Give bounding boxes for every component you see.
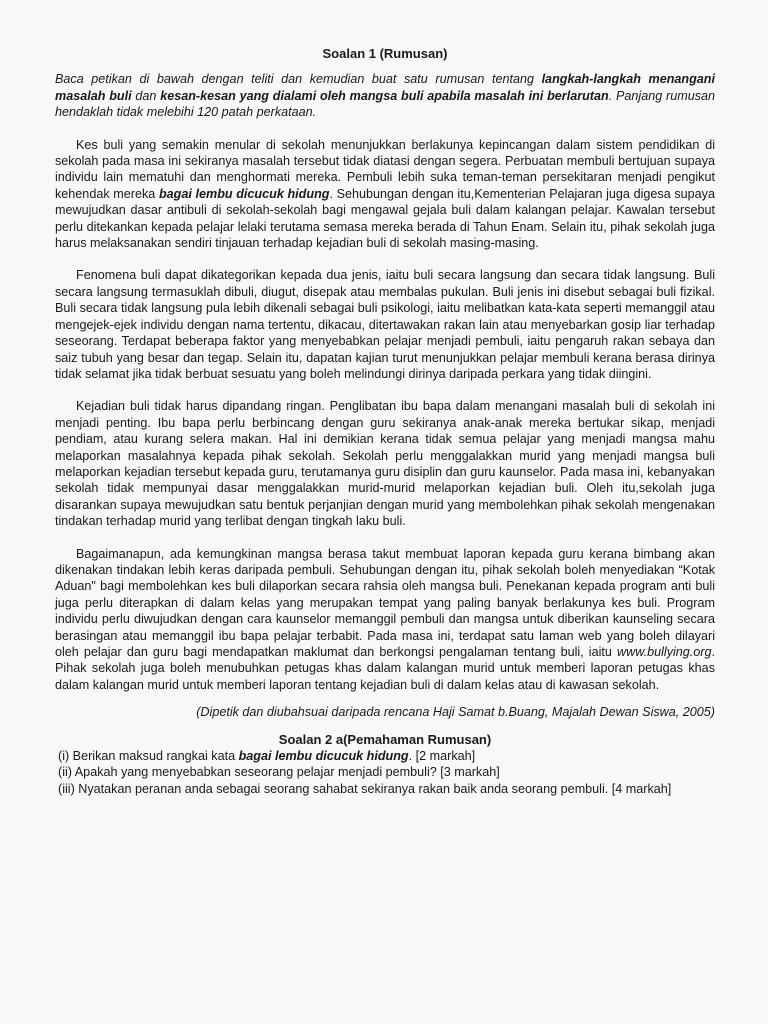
question-3: (iii) Nyatakan peranan anda sebagai seorang sahabat sekiranya rakan baik anda seorang pembuli. [4 markah] <box>58 781 672 796</box>
website-url: www.bullying.org <box>617 645 712 659</box>
paragraph-text: Kes buli yang semakin menular di sekolah menunjukkan berlakunya kepincangan dalam sistem pendidikan di sekolah pada masa ini sekiranya masalah tersebut tidak diatasi dengan segera. Perbuatan membuli bertujuan supaya individu lain mematuhi dan menghormati mereka. Pembuli lebih suka teman-teman persekitaran menjadi pengikut kehendak mereka <box>55 137 715 201</box>
instruction-text: dan <box>131 88 161 103</box>
question-text: (i) Berikan maksud rangkai kata <box>58 749 239 764</box>
instruction-text: Baca petikan di bawah dengan teliti dan kemudian buat satu rumusan tentang <box>55 72 542 87</box>
paragraph-1 <box>55 137 715 252</box>
paragraph-2: Fenomena buli dapat dikategorikan kepada dua jenis, iaitu buli secara langsung dan secara tidak langsung. Buli secara langsung termasuklah dibuli, diugut, disepak atau membalas pukulan. Buli jenis ini disebut sebagai buli fizikal. Buli secara tidak langsung pula lebih dikenali sebagai buli psikologi, iaitu melibatkan kata-kata seperti memanggil atau mengejek-ejek individu dengan nama tertentu, dikacau, ditertawakan rakan lain atau menyebarkan gosip liar terhadap seseorang. Terdapat beberapa faktor yang menyebabkan pelajar menjadi pembuli, iaitu pengaruh rakan sebaya dan saiz tubuh yang besar dan tegap. Selain itu, dapatan kajian turut menunjukkan pelajar membuli kerana berasa dirinya tidak selamat jika tidak berbuat sesuatu yang boleh melindungi dirinya daripada perkara yang tidak diingini. <box>55 268 715 381</box>
section-title-1: Soalan 1 (Rumusan) <box>322 46 448 61</box>
paragraph-text: . Sehubungan dengan itu,Kementerian Pelajaran juga digesa supaya mewujudkan dasar antibuli di sekolah-sekolah bagi mengawal gejala buli dalam kalangan pelajar. Kawalan tersebut perlu ditekankan kepada pelajar lelaki terutama semasa mereka berada di Tahun Enam. Selain itu, pihak sekolah juga harus melaksanakan sendiri tinjauan terhadap kejadian buli di sekolah masing-masing. <box>55 186 715 251</box>
source-citation: (Dipetik dan diubahsuai daripada rencana Haji Samat b.Buang, Majalah Dewan Siswa, 2005) <box>196 705 715 720</box>
question-2: (ii) Apakah yang menyebabkan seseorang pelajar menjadi pembuli? [3 markah] <box>58 765 500 780</box>
section-title-2: Soalan 2 a(Pemahaman Rumusan) <box>278 731 492 747</box>
instruction-text: . Panjang rumusan hendaklah tidak melebihi 120 patah perkataan. <box>55 88 716 120</box>
question-text: . [2 markah] <box>408 749 476 764</box>
document-content <box>55 46 715 797</box>
instruction <box>55 71 715 120</box>
idiom-highlight: bagai lembu dicucuk hidung <box>238 749 409 764</box>
paragraph-text: . Pihak sekolah juga boleh menubuhkan petugas khas dalam kalangan murid untuk memberi laporan petugas khas dalam kalangan murid untuk memberi laporan tentang kejadian buli di dalam kelas atau di kawasan sekolah. <box>55 645 715 692</box>
paragraph-3: Kejadian buli tidak harus dipandang ringan. Penglibatan ibu bapa dalam menangani masalah buli di sekolah ini menjadi penting. Ibu bapa perlu berbincang dengan guru sekiranya anak-anak mereka bertukar sikap, menjadi pendiam, atau kurang selera makan. Hal ini demikian kerana tidak semua pelajar yang menjadi mangsa mahu melaporkan masalahnya kepada pihak sekolah. Sekolah perlu menggalakkan murid yang menjadi mangsa buli melaporkan kejadian tersebut kepada guru, terutamanya guru disiplin dan guru kaunselor. Pada masa ini, kebanyakan sekolah tidak mempunyai dasar menggalakkan murid-murid melaporkan kejadian buli. Oleh itu,sekolah juga disarankan supaya mewujudkan satu bentuk perjanjian dengan murid yang membolehkan pihak sekolah mengenakan tindakan terhadap murid yang terlibat dengan tingkah laku buli. <box>55 399 715 529</box>
idiom-highlight: bagai lembu dicucuk hidung <box>158 186 330 201</box>
question-1 <box>55 748 715 764</box>
paragraph-text: Bagaimanapun, ada kemungkinan mangsa berasa takut membuat laporan kepada guru kerana bimbang akan dikenakan tindakan lebih keras daripada pembuli. Sehubungan dengan itu, pihak sekolah boleh menyediakan “Kotak Aduan" bagi membolehkan kes buli dilaporkan secara rahsia oleh mangsa buli. Penekanan kepada program anti buli juga perlu diterapkan di dalam kelas yang merupakan tempat yang paling banyak berlakunya kes buli. Program individu perlu diwujudkan dengan cara kaunselor memanggil pembuli dan mangsa untuk diberikan kaunseling secara berasingan atau memanggil ibu bapa pelajar terbabit. Pada masa ini, terdapat satu laman web yang boleh dilayari oleh pelajar dan guru bagi mendapatkan maklumat dan berkongsi pengalaman tentang buli, iaitu <box>55 546 715 659</box>
paragraph-4 <box>55 546 715 694</box>
instruction-bold-2: kesan-kesan yang dialami oleh mangsa buli apabila masalah ini berlarutan <box>160 88 609 103</box>
instruction-bold-1: langkah-langkah menangani masalah buli <box>55 72 715 103</box>
